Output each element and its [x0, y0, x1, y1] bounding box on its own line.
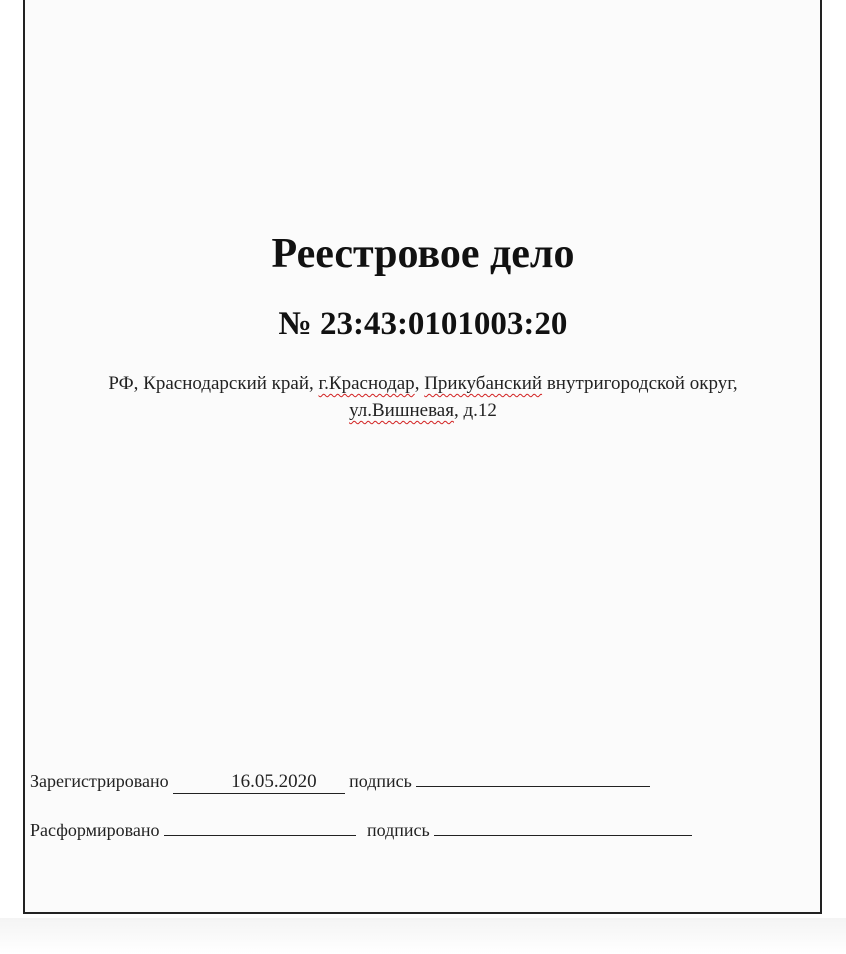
cadastral-number: № 23:43:0101003:20: [278, 306, 568, 342]
registered-label: Зарегистрировано: [30, 771, 169, 791]
address-block: [0, 370, 846, 424]
address-street: ул.Вишневая: [349, 400, 454, 421]
address-separator: ,: [414, 373, 425, 394]
disbanded-label: Расформировано: [30, 820, 160, 840]
address-okrug: внутригородской округ,: [542, 373, 738, 394]
address-district: Прикубанский: [424, 373, 543, 394]
address-line-1: [0, 370, 846, 397]
disbanded-row: [30, 817, 692, 841]
disbanded-date-field[interactable]: [164, 817, 356, 836]
registered-signature-field[interactable]: [416, 768, 650, 787]
registered-row: [30, 768, 650, 794]
address-house: , д.12: [453, 400, 497, 421]
address-region: РФ, Краснодарский край,: [108, 373, 319, 394]
page-bottom-shadow: [0, 918, 846, 954]
disbanded-signature-label: подпись: [367, 820, 430, 840]
address-line-2: [0, 397, 846, 424]
disbanded-signature-field[interactable]: [434, 817, 692, 836]
address-city: г.Краснодар: [318, 373, 415, 394]
registered-signature-label: подпись: [349, 771, 412, 791]
registered-date-field[interactable]: 16.05.2020: [173, 771, 345, 794]
document-title: Реестровое дело: [271, 231, 575, 277]
